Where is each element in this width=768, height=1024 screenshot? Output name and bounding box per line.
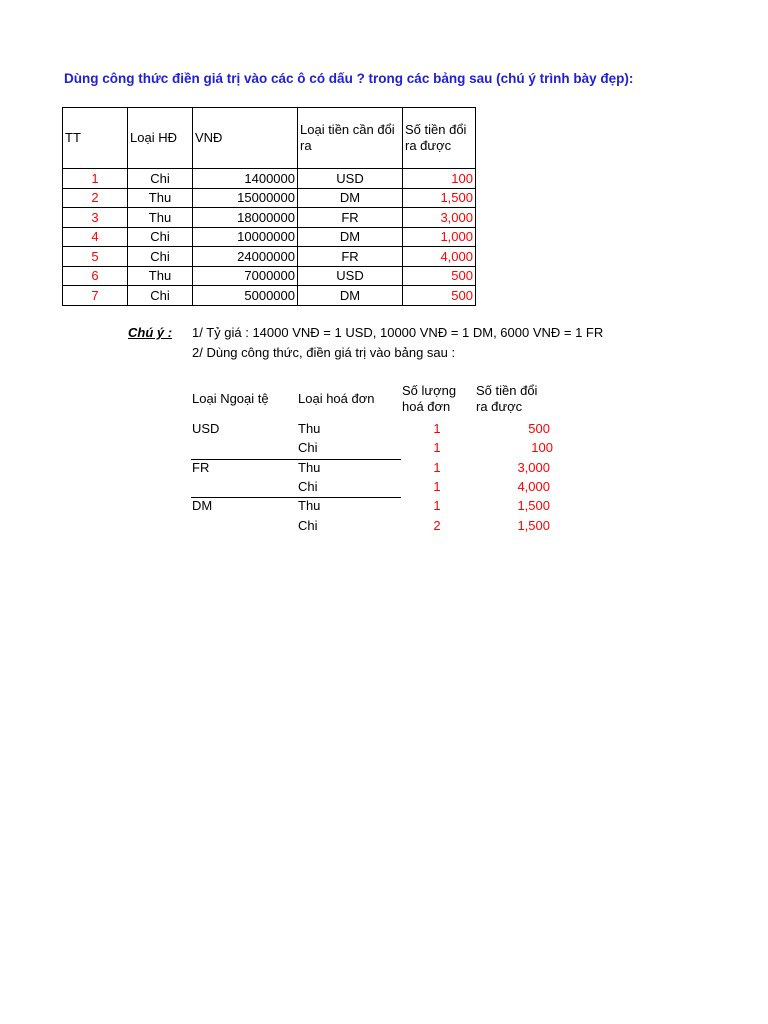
cell-tt: 6 [63, 266, 128, 286]
cell-currency: FR [298, 247, 403, 267]
group-divider [191, 459, 401, 460]
cell-invoice-type: Thu [128, 188, 193, 208]
header-converted-amount: Số tiền đổi ra được [403, 108, 476, 169]
summary-amount: 1,500 [517, 518, 550, 533]
table-row [63, 286, 476, 306]
summary-header-amount-1: Số tiền đổi [476, 383, 538, 398]
cell-invoice-type: Chi [128, 247, 193, 267]
cell-amount: 500 [403, 286, 476, 306]
summary-count: 1 [433, 421, 441, 436]
table-row [63, 247, 476, 267]
summary-count: 1 [433, 460, 441, 475]
cell-tt: 7 [63, 286, 128, 306]
cell-vnd: 10000000 [193, 227, 298, 247]
summary-header-invoice-type: Loại hoá đơn [298, 391, 375, 406]
cell-amount: 500 [403, 266, 476, 286]
summary-invoice-type: Thu [298, 498, 321, 513]
cell-tt: 5 [63, 247, 128, 267]
cell-amount: 100 [403, 169, 476, 189]
table-header-row [63, 108, 476, 169]
note-exchange-rate: 1/ Tỷ giá : 14000 VNĐ = 1 USD, 10000 VNĐ = 1 DM, 6000 VNĐ = 1 FR [192, 325, 604, 340]
summary-count: 1 [433, 479, 441, 494]
summary-currency: FR [192, 460, 210, 475]
cell-vnd: 5000000 [193, 286, 298, 306]
note-label: Chú ý : [128, 325, 173, 340]
conversion-table [62, 107, 476, 306]
cell-currency: FR [298, 208, 403, 228]
summary-invoice-type: Thu [298, 421, 321, 436]
summary-header-currency: Loại Ngoại tệ [192, 391, 269, 406]
summary-amount: 4,000 [517, 479, 550, 494]
cell-tt: 3 [63, 208, 128, 228]
cell-invoice-type: Chi [128, 169, 193, 189]
cell-vnd: 24000000 [193, 247, 298, 267]
summary-currency: DM [192, 498, 213, 513]
header-vnd: VNĐ [193, 108, 298, 169]
cell-currency: USD [298, 169, 403, 189]
cell-vnd: 15000000 [193, 188, 298, 208]
cell-vnd: 18000000 [193, 208, 298, 228]
table-row [63, 208, 476, 228]
cell-currency: DM [298, 286, 403, 306]
header-target-currency: Loại tiền cần đổi ra [298, 108, 403, 169]
cell-currency: USD [298, 266, 403, 286]
summary-header-amount-2: ra được [476, 399, 523, 414]
table-row [63, 227, 476, 247]
summary-currency: USD [192, 421, 220, 436]
summary-count: 1 [433, 498, 441, 513]
summary-invoice-type: Chi [298, 518, 318, 533]
cell-invoice-type: Thu [128, 266, 193, 286]
cell-vnd: 1400000 [193, 169, 298, 189]
group-divider [191, 497, 401, 498]
table-row [63, 169, 476, 189]
cell-amount: 1,500 [403, 188, 476, 208]
cell-invoice-type: Chi [128, 286, 193, 306]
cell-tt: 4 [63, 227, 128, 247]
cell-currency: DM [298, 188, 403, 208]
cell-tt: 1 [63, 169, 128, 189]
summary-amount: 3,000 [517, 460, 550, 475]
summary-header-count-1: Số lượng [402, 383, 457, 398]
page-title: Dùng công thức điền giá trị vào các ô có dấu ? trong các bảng sau (chú ý trình bày đẹp): [64, 71, 634, 86]
cell-invoice-type: Thu [128, 208, 193, 228]
summary-invoice-type: Chi [298, 440, 318, 455]
summary-count: 1 [433, 440, 441, 455]
table-row [63, 266, 476, 286]
cell-invoice-type: Chi [128, 227, 193, 247]
header-invoice-type: Loại HĐ [128, 108, 193, 169]
header-tt: TT [63, 108, 128, 169]
summary-count: 2 [433, 518, 441, 533]
summary-amount: 100 [531, 440, 553, 455]
cell-amount: 4,000 [403, 247, 476, 267]
summary-amount: 500 [528, 421, 550, 436]
table-row [63, 188, 476, 208]
summary-header-count-2: hoá đơn [402, 399, 451, 414]
note-instruction: 2/ Dùng công thức, điền giá trị vào bảng sau : [192, 345, 456, 360]
summary-invoice-type: Chi [298, 479, 318, 494]
cell-amount: 3,000 [403, 208, 476, 228]
cell-amount: 1,000 [403, 227, 476, 247]
cell-tt: 2 [63, 188, 128, 208]
cell-currency: DM [298, 227, 403, 247]
summary-amount: 1,500 [517, 498, 550, 513]
summary-invoice-type: Thu [298, 460, 321, 475]
cell-vnd: 7000000 [193, 266, 298, 286]
